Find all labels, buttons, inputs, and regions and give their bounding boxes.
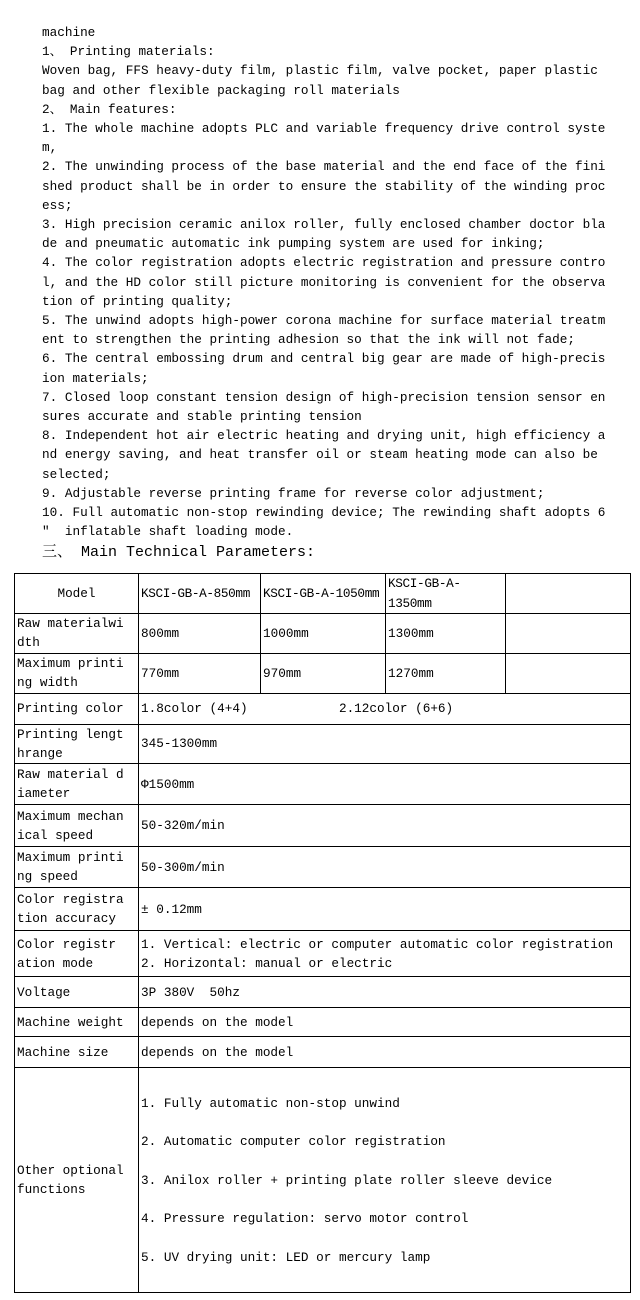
param-value-cell — [506, 613, 631, 653]
param-value-cell: 970mm — [261, 653, 386, 693]
param-value-cell — [506, 574, 631, 613]
param-label-cell: Raw material d iameter — [15, 764, 139, 805]
section-heading: 三、 Main Technical Parameters: — [42, 544, 316, 562]
table-row — [15, 888, 631, 931]
param-label-cell: Color registra tion accuracy — [15, 888, 139, 931]
param-value-cell: 1270mm — [386, 653, 506, 693]
table-row — [15, 931, 631, 977]
table-row — [15, 805, 631, 847]
param-value-cell: depends on the model — [139, 1037, 631, 1068]
param-value-cell: 50-300m/min — [139, 847, 631, 888]
param-label-cell: Model — [15, 574, 139, 613]
param-label-cell: Printing color — [15, 693, 139, 724]
param-value-cell: 345-1300mm — [139, 724, 631, 763]
param-value-cell — [506, 653, 631, 693]
param-value-cell: 800mm — [139, 613, 261, 653]
param-value-cell: KSCI-GB-A-850mm — [139, 574, 261, 613]
param-value-cell: depends on the model — [139, 1008, 631, 1037]
table-row — [15, 613, 631, 653]
table-row — [15, 977, 631, 1008]
param-label-cell: Maximum printi ng width — [15, 653, 139, 693]
param-label-cell: Machine weight — [15, 1008, 139, 1037]
param-value-cell: 1.8color (4+4) 2.12color (6+6) — [139, 693, 631, 724]
table-body — [15, 574, 631, 1293]
intro-text: machine 1、 Printing materials: Woven bag, FFS heavy-duty film, plastic film, valve pocket, paper plastic bag and other flexible packaging roll materials 2、 Main features: 1. The whole machine adopts PLC and variable frequency drive control syste m, 2. The unwinding process of the base material and the end face of the fini shed product shall be in order to ensure the stability of the winding proc ess; 3. High precision ceramic anilox roller, fully enclosed chamber doctor bla de and pneumatic automatic ink pumping system are used for inking; 4. The color registration adopts electric registration and pressure contro l, and the HD color still picture monitoring is convenient for the observa tion of printing quality; 5. The unwind adopts high-power corona machine for surface material treatm ent to strengthen the printing adhesion so that the ink will not fade; 6. The central embossing drum and central big gear are made of high-precis ion materials; 7. Closed loop constant tension design of high-precision tension sensor en sures accurate and stable printing tension 8. Independent hot air electric heating and drying unit, high efficiency a nd energy saving, and heat transfer oil or steam heating mode can also be selected; 9. Adjustable reverse printing frame for reverse color adjustment; 10. Full automatic non-stop rewinding device; The rewinding shaft adopts 6 ″ inflatable shaft loading mode. — [42, 25, 606, 540]
param-value-cell: 1. Vertical: electric or computer automatic color registration 2. Horizontal: manual or electric — [139, 931, 631, 977]
table-row — [15, 764, 631, 805]
param-value-cell: Φ1500mm — [139, 764, 631, 805]
table-row — [15, 724, 631, 763]
table-row — [15, 693, 631, 724]
table-row — [15, 653, 631, 693]
param-value-cell: 1300mm — [386, 613, 506, 653]
param-value-cell: 1000mm — [261, 613, 386, 653]
table-row — [15, 1037, 631, 1068]
param-value-cell: KSCI-GB-A-1050mm — [261, 574, 386, 613]
param-value-cell: 3P 380V 50hz — [139, 977, 631, 1008]
param-value-cell: 50-320m/min — [139, 805, 631, 847]
table-row — [15, 847, 631, 888]
param-label-cell: Other optional functions — [15, 1068, 139, 1293]
param-label-cell: Printing lengt hrange — [15, 724, 139, 763]
param-label-cell: Voltage — [15, 977, 139, 1008]
param-value-cell: 770mm — [139, 653, 261, 693]
technical-parameters-table — [14, 573, 631, 1293]
table-row — [15, 574, 631, 613]
param-label-cell: Machine size — [15, 1037, 139, 1068]
param-label-cell: Maximum mechan ical speed — [15, 805, 139, 847]
param-value-cell: ± 0.12mm — [139, 888, 631, 931]
param-label-cell: Maximum printi ng speed — [15, 847, 139, 888]
table-row — [15, 1068, 631, 1293]
param-label-cell: Color registr ation mode — [15, 931, 139, 977]
param-label-cell: Raw materialwi dth — [15, 613, 139, 653]
param-value-cell: 1. Fully automatic non-stop unwind 2. Automatic computer color registration 3. Anilox roller + printing plate roller sleeve device 4. Pressure regulation: servo motor control 5. UV drying unit: LED or mercury lamp — [139, 1068, 631, 1293]
table-row — [15, 1008, 631, 1037]
param-value-cell: KSCI-GB-A-1350mm — [386, 574, 506, 613]
